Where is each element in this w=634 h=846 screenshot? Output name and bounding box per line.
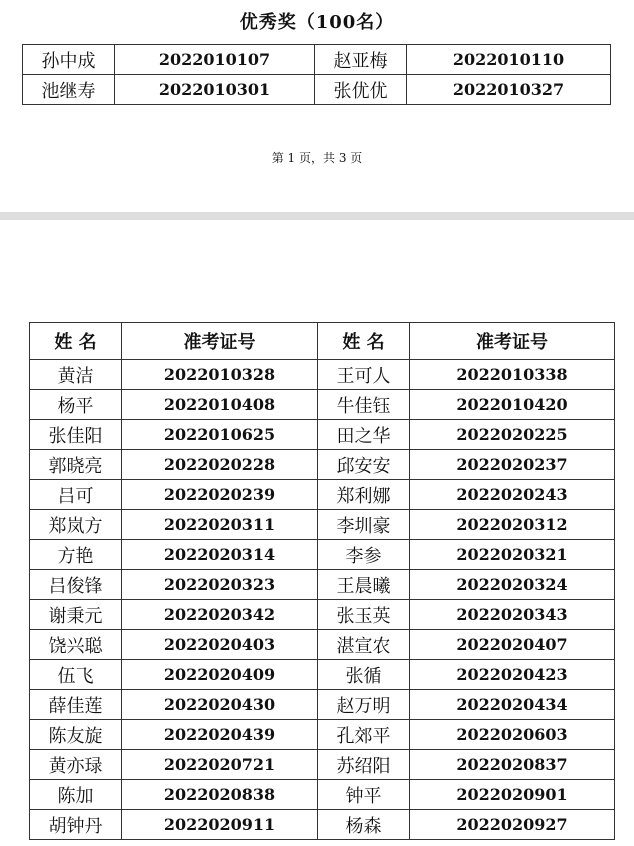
- student-name: 田之华: [318, 420, 410, 450]
- exam-id: 2022020403: [122, 630, 318, 660]
- student-name: 饶兴聪: [30, 630, 122, 660]
- student-name: 黄洁: [30, 360, 122, 390]
- exam-id: 2022010420: [410, 390, 615, 420]
- student-name: 杨平: [30, 390, 122, 420]
- student-name: 邱安安: [318, 450, 410, 480]
- student-name: 张优优: [315, 75, 407, 105]
- table-row: [23, 45, 611, 75]
- table-row: [30, 630, 615, 660]
- header-id-2: 准考证号: [410, 323, 615, 360]
- student-name: 吕俊锋: [30, 570, 122, 600]
- table-row: [30, 540, 615, 570]
- exam-id: 2022020312: [410, 510, 615, 540]
- exam-id: 2022020342: [122, 600, 318, 630]
- student-name: 郑岚方: [30, 510, 122, 540]
- table-header-row: [30, 323, 615, 360]
- student-name: 伍飞: [30, 660, 122, 690]
- student-name: 赵万明: [318, 690, 410, 720]
- exam-id: 2022010408: [122, 390, 318, 420]
- exam-id: 2022020721: [122, 750, 318, 780]
- table-body: [23, 45, 611, 105]
- student-name: 谢秉元: [30, 600, 122, 630]
- header-name-2: 姓 名: [318, 323, 410, 360]
- student-name: 王晨曦: [318, 570, 410, 600]
- exam-id: 2022020343: [410, 600, 615, 630]
- exam-id: 2022020225: [410, 420, 615, 450]
- exam-id: 2022020407: [410, 630, 615, 660]
- exam-id: 2022020434: [410, 690, 615, 720]
- student-name: 胡钟丹: [30, 810, 122, 840]
- table-row: [30, 420, 615, 450]
- table-row: [30, 690, 615, 720]
- table-row: [23, 75, 611, 105]
- award-title: 优秀奖（100名）: [239, 12, 395, 33]
- table-row: [30, 360, 615, 390]
- exam-id: 2022010301: [115, 75, 315, 105]
- table-row: [30, 480, 615, 510]
- table-row: [30, 780, 615, 810]
- exam-id: 2022020439: [122, 720, 318, 750]
- student-name: 李圳豪: [318, 510, 410, 540]
- exam-id: 2022010110: [407, 45, 611, 75]
- exam-id: 2022020243: [410, 480, 615, 510]
- student-name: 吕可: [30, 480, 122, 510]
- student-name: 孔郊平: [318, 720, 410, 750]
- winners-table-page-2: [29, 322, 615, 840]
- student-name: 薛佳莲: [30, 690, 122, 720]
- exam-id: 2022020838: [122, 780, 318, 810]
- student-name: 牛佳钰: [318, 390, 410, 420]
- exam-id: 2022020321: [410, 540, 615, 570]
- student-name: 苏绍阳: [318, 750, 410, 780]
- student-name: 郭晓亮: [30, 450, 122, 480]
- table-row: [30, 570, 615, 600]
- page-separator: [0, 212, 634, 220]
- student-name: 方艳: [30, 540, 122, 570]
- student-name: 池继寿: [23, 75, 115, 105]
- exam-id: 2022010625: [122, 420, 318, 450]
- student-name: 郑利娜: [318, 480, 410, 510]
- student-name: 黄亦琭: [30, 750, 122, 780]
- exam-id: 2022010328: [122, 360, 318, 390]
- exam-id: 2022020239: [122, 480, 318, 510]
- table-row: [30, 600, 615, 630]
- exam-id: 2022020837: [410, 750, 615, 780]
- student-name: 赵亚梅: [315, 45, 407, 75]
- exam-id: 2022020228: [122, 450, 318, 480]
- table-row: [30, 450, 615, 480]
- document-page-2: [0, 220, 634, 846]
- exam-id: 2022020423: [410, 660, 615, 690]
- exam-id: 2022020901: [410, 780, 615, 810]
- table-row: [30, 810, 615, 840]
- exam-id: 2022020323: [122, 570, 318, 600]
- exam-id: 2022020311: [122, 510, 318, 540]
- student-name: 王可人: [318, 360, 410, 390]
- table-row: [30, 720, 615, 750]
- student-name: 湛宣农: [318, 630, 410, 660]
- exam-id: 2022020237: [410, 450, 615, 480]
- student-name: 李参: [318, 540, 410, 570]
- exam-id: 2022010327: [407, 75, 611, 105]
- exam-id: 2022020603: [410, 720, 615, 750]
- exam-id: 2022020911: [122, 810, 318, 840]
- student-name: 陈友旋: [30, 720, 122, 750]
- student-name: 张循: [318, 660, 410, 690]
- exam-id: 2022020324: [410, 570, 615, 600]
- exam-id: 2022010107: [115, 45, 315, 75]
- header-name-1: 姓 名: [30, 323, 122, 360]
- table-body: [30, 360, 615, 840]
- table-row: [30, 660, 615, 690]
- winners-table-page-1: [22, 44, 611, 105]
- page-footer: 第 1 页，共 3 页: [271, 151, 363, 165]
- table-row: [30, 750, 615, 780]
- exam-id: 2022020314: [122, 540, 318, 570]
- student-name: 杨森: [318, 810, 410, 840]
- student-name: 陈加: [30, 780, 122, 810]
- student-name: 张佳阳: [30, 420, 122, 450]
- table-row: [30, 390, 615, 420]
- table-row: [30, 510, 615, 540]
- header-id-1: 准考证号: [122, 323, 318, 360]
- exam-id: 2022020430: [122, 690, 318, 720]
- student-name: 钟平: [318, 780, 410, 810]
- document-page-1: [0, 0, 634, 212]
- student-name: 张玉英: [318, 600, 410, 630]
- student-name: 孙中成: [23, 45, 115, 75]
- exam-id: 2022020409: [122, 660, 318, 690]
- exam-id: 2022020927: [410, 810, 615, 840]
- exam-id: 2022010338: [410, 360, 615, 390]
